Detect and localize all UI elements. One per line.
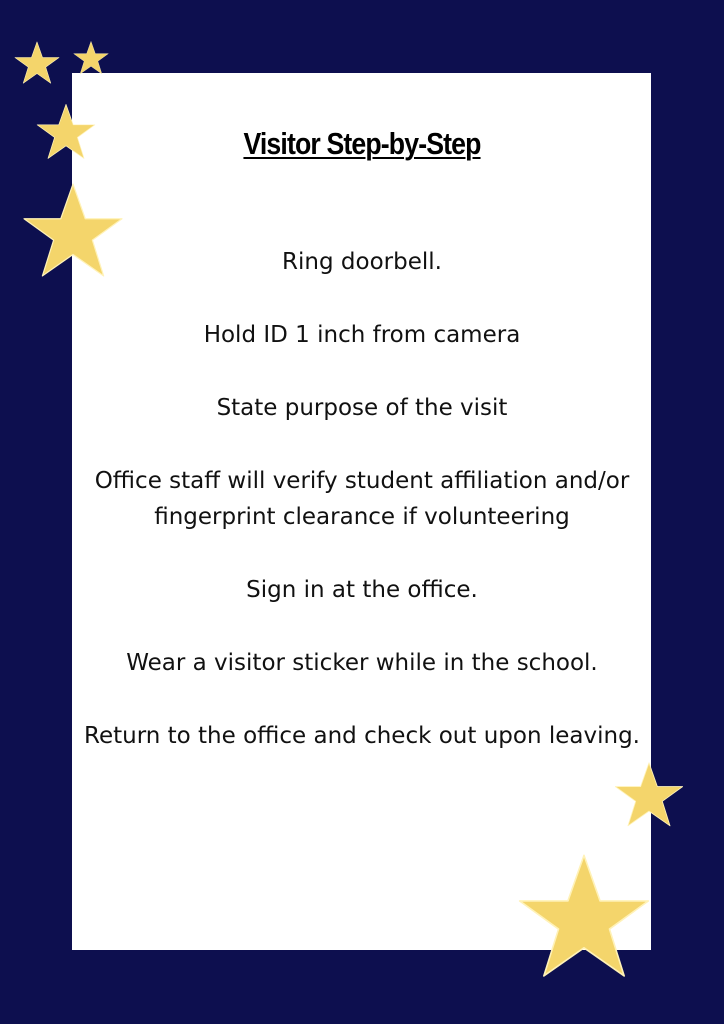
star-icon [516, 850, 652, 984]
star-icon [34, 102, 98, 162]
star-icon [70, 40, 112, 76]
steps-list [84, 244, 640, 791]
star-icon [614, 760, 684, 830]
step-item: Hold ID 1 inch from camera [203, 322, 521, 348]
step-item: Return to the office and check out upon leaving. [84, 723, 640, 749]
step-item: Wear a visitor sticker while in the school. [126, 650, 598, 676]
step-item: Office staff will verify student affiliation and/or fingerprint clearance if volunteering [94, 468, 630, 530]
star-icon [22, 178, 124, 284]
step-item: Sign in at the office. [246, 577, 478, 603]
step-item: Ring doorbell. [282, 249, 442, 275]
step-item: State purpose of the visit [216, 395, 508, 421]
page-title: Visitor Step-by-Step [243, 126, 481, 161]
star-icon [8, 40, 66, 86]
